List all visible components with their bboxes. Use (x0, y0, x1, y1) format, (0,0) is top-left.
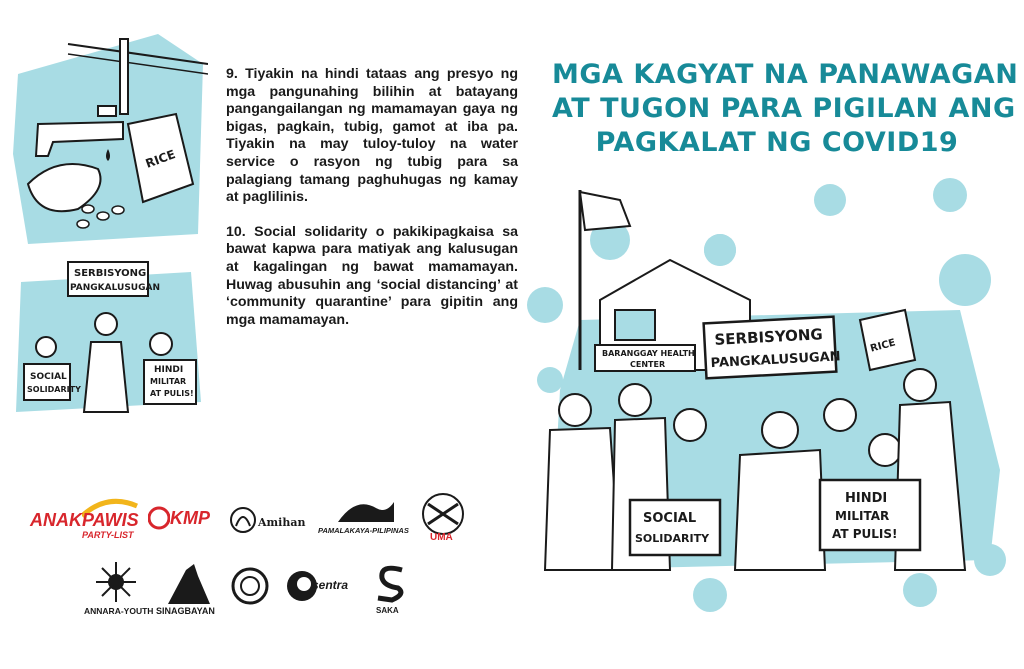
sentra-logo (286, 568, 356, 612)
uma-logo (414, 488, 474, 548)
saka-logo (372, 564, 412, 620)
title-line-1: MGA KAGYAT NA PANAWAGAN (552, 59, 1019, 90)
sinagbayan-text: SINAGBAYAN (156, 606, 215, 616)
faucet-rice-illustration (8, 34, 208, 244)
main-protest-illustration (520, 170, 1020, 630)
item-10-paragraph: 10. Social solidarity o pakikipagkaisa sa bawat kapwa para matiyak ang kalusugan at kagalingan ng bawat mamamayan. Huwag abusuhin ang ‘social distancing’ at ‘community quarantine’ para gipitin ang mga mamamayan. (226, 223, 518, 328)
kmp-text: KMP (170, 508, 210, 528)
solidarity-label-small: SOLIDARITY (27, 385, 81, 394)
anakpawis-logo (30, 498, 150, 548)
amihan-logo (228, 504, 308, 540)
virus-icon (693, 578, 727, 612)
title-line-2: AT TUGON PARA PIGILAN ANG (552, 93, 1016, 124)
atpulis-label-small: AT PULIS! (150, 389, 194, 398)
protesters-illustration (6, 252, 206, 422)
hindi-label-small: HINDI (154, 365, 184, 375)
militar-label: MILITAR (835, 509, 890, 523)
title-line-3: PAGKALAT NG COVID19 (595, 127, 959, 158)
sentra-text: sentra (312, 578, 349, 592)
body-text (226, 66, 518, 346)
social-label-small: SOCIAL (30, 372, 67, 382)
virus-icon (933, 178, 967, 212)
serbisyong-label-small: SERBISYONG (74, 268, 147, 279)
wave-icon (336, 496, 396, 526)
atpulis-label: AT PULIS! (832, 527, 898, 541)
saka-s-icon (374, 564, 408, 604)
rice-label: RICE (143, 147, 178, 171)
rice-label-large: RICE (869, 337, 897, 355)
pamalakaya-logo (318, 496, 408, 540)
virus-icon (537, 367, 563, 393)
serbisyong-label: SERBISYONG (714, 325, 824, 349)
item-9-paragraph: 9. Tiyakin na hindi tataas ang presyo ng mga pangunahing bilihin at batayang pangangailangan ng mamamayan gaya ng bigas, pagkain, tubig, gamot at iba pa. Tiyakin na may tuloy-tuloy na water service o rasyon ng tubig para sa palagiang tamang paghuhugas ng kamay at paglilinis. (226, 66, 518, 206)
saka-text: SAKA (376, 606, 399, 615)
round-seal-icon (230, 566, 270, 606)
hindi-label: HINDI (845, 491, 888, 506)
virus-icon (527, 287, 563, 323)
kmp-logo (148, 504, 220, 540)
amihan-emblem-icon (228, 504, 258, 536)
page-title (552, 58, 1019, 160)
social-label: SOCIAL (643, 511, 697, 526)
partylist-text: PARTY-LIST (82, 530, 134, 540)
kmp-emblem-icon (148, 504, 170, 532)
militar-label-small: MILITAR (150, 377, 187, 386)
raised-fist-icon (164, 562, 214, 606)
virus-icon (814, 184, 846, 216)
sunburst-icon (96, 562, 136, 604)
sinagbayan-logo (156, 562, 222, 618)
anakpawis-text: ANAKPAWIS (30, 510, 139, 530)
solidarity-label: SOLIDARITY (635, 532, 710, 545)
virus-icon (903, 573, 937, 607)
virus-icon (704, 234, 736, 266)
uma-text: UMA (430, 532, 453, 543)
annara-youth-logo (84, 562, 154, 618)
pangkalusugan-label: PANGKALUSUGAN (710, 349, 841, 372)
center-label: CENTER (630, 360, 666, 369)
pamalakaya-text: PAMALAKAYA-PILIPINAS (318, 526, 409, 535)
pangkalusugan-label-small: PANGKALUSUGAN (70, 283, 160, 293)
virus-icon (939, 254, 991, 306)
barangay-label: BARANGGAY HEALTH (602, 349, 695, 358)
seal-logo (230, 566, 276, 610)
amihan-text: Amihan (258, 516, 306, 529)
annara-text: ANNARA-YOUTH (84, 606, 154, 616)
